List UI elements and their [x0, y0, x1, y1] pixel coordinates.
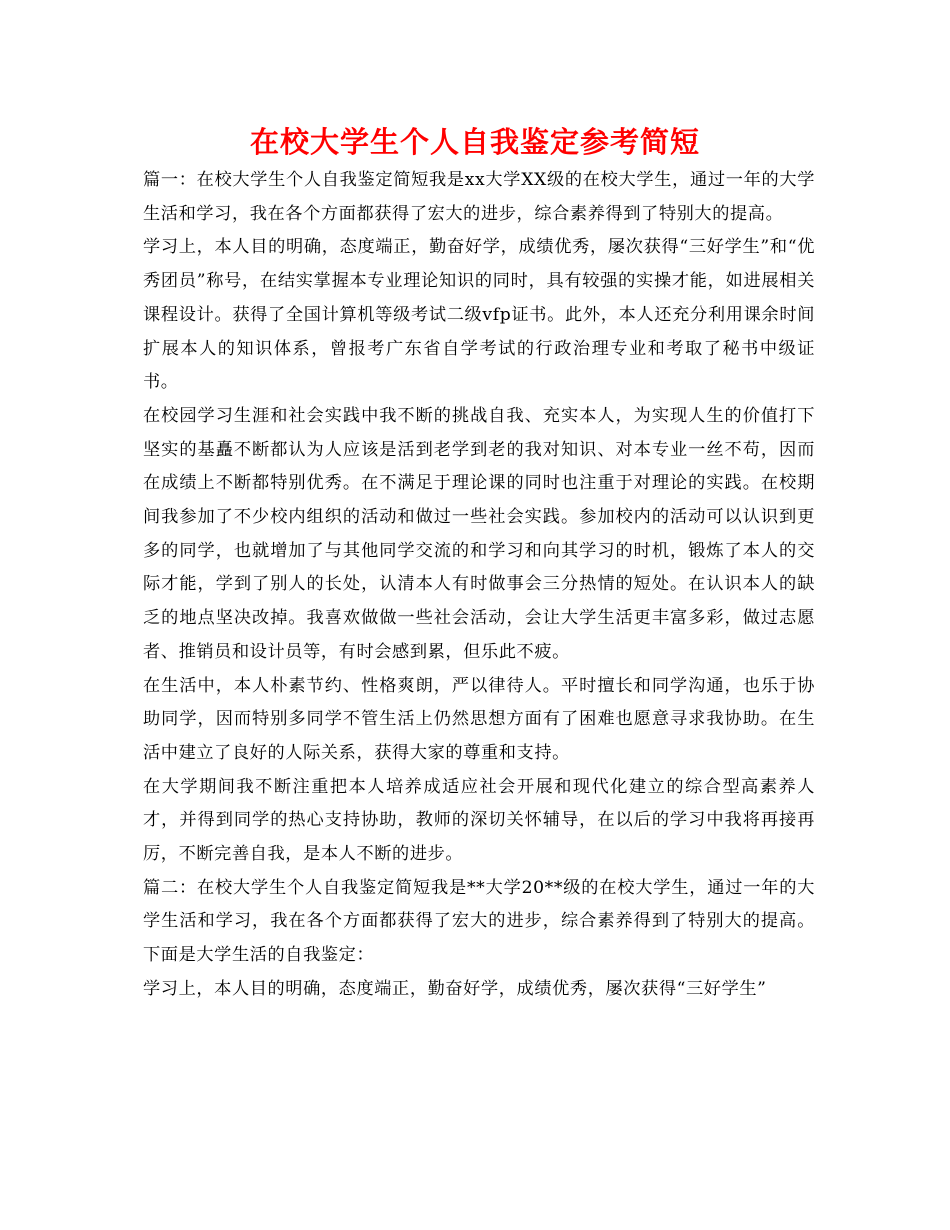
paragraph: 学习上，本人目的明确，态度端正，勤奋好学，成绩优秀，屡次获得“三好学生” — [143, 978, 767, 999]
paragraph: 在生活中，本人朴素节约、性格爽朗，严以律待人。平时擅长和同学沟通，也乐于协助同学，因而特别多同学不管生活上仍然思想方面有了困难也愿意寻求我协助。在生活中建立了良好的人际关系，获得大家的尊重和支持。 — [143, 675, 815, 763]
paragraph: 篇一：在校大学生个人自我鉴定简短我是xx大学XX级的在校大学生，通过一年的大学生活和学习，我在各个方面都获得了宏大的进步，综合素养得到了特别大的提高。 — [143, 170, 815, 224]
paragraph: 在校园学习生涯和社会实践中我不断的挑战自我、充实本人，为实现人生的价值打下坚实的基矗不断都认为人应该是活到老学到老的我对知识、对本专业一丝不苟，因而在成绩上不断都特别优秀。在不满足于理论课的同时也注重于对理论的实践。在校期间我参加了不少校内组织的活动和做过一些社会实践。参加校内的活动可以认识到更多的同学，也就增加了与其他同学交流的和学习和向其学习的时机，锻炼了本人的交际才能，学到了别人的长处，认清本人有时做事会三分热情的短处。在认识本人的缺乏的地点坚决改掉。我喜欢做做一些社会活动，会让大学生活更丰富多彩，做过志愿者、推销员和设计员等，有时会感到累，但乐此不疲。 — [143, 405, 815, 662]
paragraph: 学习上，本人目的明确，态度端正，勤奋好学，成绩优秀，屡次获得“三好学生”和“优秀团员”称号，在结实掌握本专业理论知识的同时，具有较强的实操才能，如进展相关课程设计。获得了全国计算机等级考试二级vfp证书。此外，本人还充分利用课余时间扩展本人的知识体系，曾报考广东省自学考试的行政治理专业和考取了秘书中级证书。 — [143, 237, 815, 393]
document-title: 在校大学生个人自我鉴定参考简短 — [249, 125, 700, 159]
paragraph: 篇二：在校大学生个人自我鉴定简短我是**大学20**级的在校大学生，通过一年的大学生活和学习，我在各个方面都获得了宏大的进步，综合素养得到了特别大的提高。下面是大学生活的自我鉴定： — [143, 877, 815, 966]
document-body — [143, 164, 815, 1007]
paragraph: 在大学期间我不断注重把本人培养成适应社会开展和现代化建立的综合型高素养人才，并得到同学的热心支持协助，教师的深切关怀辅导，在以后的学习中我将再接再厉，不断完善自我，是本人不断的进步。 — [143, 776, 815, 865]
